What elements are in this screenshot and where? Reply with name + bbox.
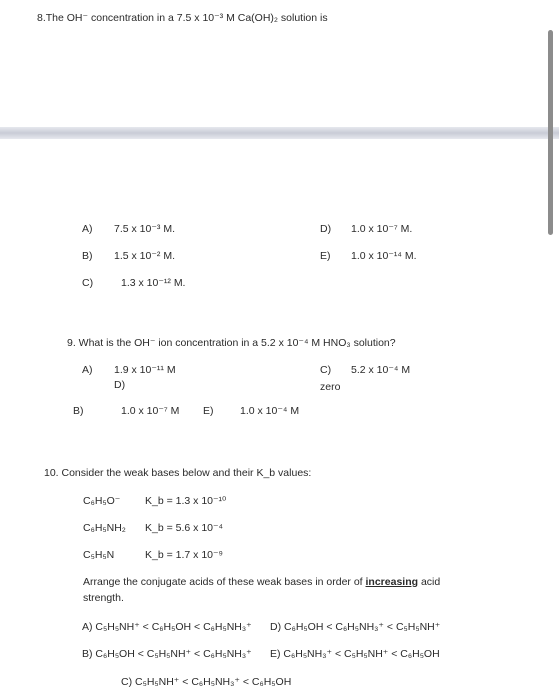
q10-instruction-after: acid <box>420 576 441 588</box>
q9-option-d-text: zero <box>320 381 341 393</box>
q10-option-c <box>121 676 291 689</box>
q9-option-e-text: 1.0 x 10⁻⁴ M <box>240 405 300 417</box>
q10-option-b <box>82 648 252 661</box>
q8-option-b-text: 1.5 x 10⁻² M. <box>114 250 175 262</box>
q9-option-c-text: 5.2 x 10⁻⁴ M <box>351 364 411 376</box>
base-3-formula: C₅H₅N <box>83 549 115 561</box>
q8-option-a-label: A) <box>82 223 93 235</box>
base-1-kb: K_b = 1.3 x 10⁻¹⁰ <box>145 495 227 507</box>
q10-option-c-text: C₅H₅NH⁺ < C₆H₅NH₃⁺ < C₆H₅OH <box>135 676 292 688</box>
q10-option-e-label: E) <box>270 648 281 660</box>
q9-option-d-label: D) <box>114 379 126 391</box>
base-1-formula: C₆H₅O⁻ <box>83 495 121 507</box>
q10-option-a-label: A) <box>82 621 93 633</box>
base-2-kb: K_b = 5.6 x 10⁻⁴ <box>145 522 224 534</box>
q10-option-b-text: C₆H₅OH < C₅H₅NH⁺ < C₆H₅NH₃⁺ <box>95 648 252 660</box>
q9-option-a-label: A) <box>82 364 93 376</box>
base-3-kb: K_b = 1.7 x 10⁻⁹ <box>145 549 224 561</box>
scrollbar[interactable] <box>548 30 553 235</box>
q10-instruction <box>83 576 440 589</box>
q10-option-d-text: C₆H₅OH < C₆H₅NH₃⁺ < C₅H₅NH⁺ <box>284 621 441 633</box>
q10-instruction-before: Arrange the conjugate acids of these weak bases in order of <box>83 576 363 588</box>
q10-option-e-text: C₆H₅NH₃⁺ < C₅H₅NH⁺ < C₆H₅OH <box>283 648 440 660</box>
q9-option-e-label: E) <box>203 405 214 417</box>
q10-instruction-emphasis: increasing <box>365 576 419 588</box>
q9-option-b-text: 1.0 x 10⁻⁷ M <box>121 405 180 417</box>
q8-option-c-label: C) <box>82 277 94 289</box>
q10-question: 10. Consider the weak bases below and their K_b values: <box>44 467 312 479</box>
q8-question: 8.The OH⁻ concentration in a 7.5 x 10⁻³ M Ca(OH)₂ solution is <box>37 12 328 24</box>
section-divider <box>0 127 559 139</box>
q9-option-a-text: 1.9 x 10⁻¹¹ M <box>114 364 176 376</box>
q8-option-e-text: 1.0 x 10⁻¹⁴ M. <box>351 250 417 262</box>
q8-option-a-text: 7.5 x 10⁻³ M. <box>114 223 175 235</box>
q10-option-e <box>270 648 440 661</box>
q8-option-d-text: 1.0 x 10⁻⁷ M. <box>351 223 413 235</box>
q10-option-b-label: B) <box>82 648 93 660</box>
q9-option-b-label: B) <box>73 405 84 417</box>
base-2-formula: C₆H₅NH₂ <box>83 522 126 534</box>
q9-option-c-label: C) <box>320 364 332 376</box>
q8-option-d-label: D) <box>320 223 332 235</box>
q8-option-b-label: B) <box>82 250 93 262</box>
q8-option-e-label: E) <box>320 250 331 262</box>
q8-option-c-text: 1.3 x 10⁻¹² M. <box>121 277 186 289</box>
q10-option-a <box>82 621 252 634</box>
q10-option-c-label: C) <box>121 676 133 688</box>
q10-instruction-line2: strength. <box>83 592 124 604</box>
q10-option-d <box>270 621 440 634</box>
q9-question: 9. What is the OH⁻ ion concentration in a 5.2 x 10⁻⁴ M HNO₃ solution? <box>67 337 396 349</box>
q10-option-d-label: D) <box>270 621 282 633</box>
q10-option-a-text: C₅H₅NH⁺ < C₆H₅OH < C₆H₅NH₃⁺ <box>95 621 252 633</box>
